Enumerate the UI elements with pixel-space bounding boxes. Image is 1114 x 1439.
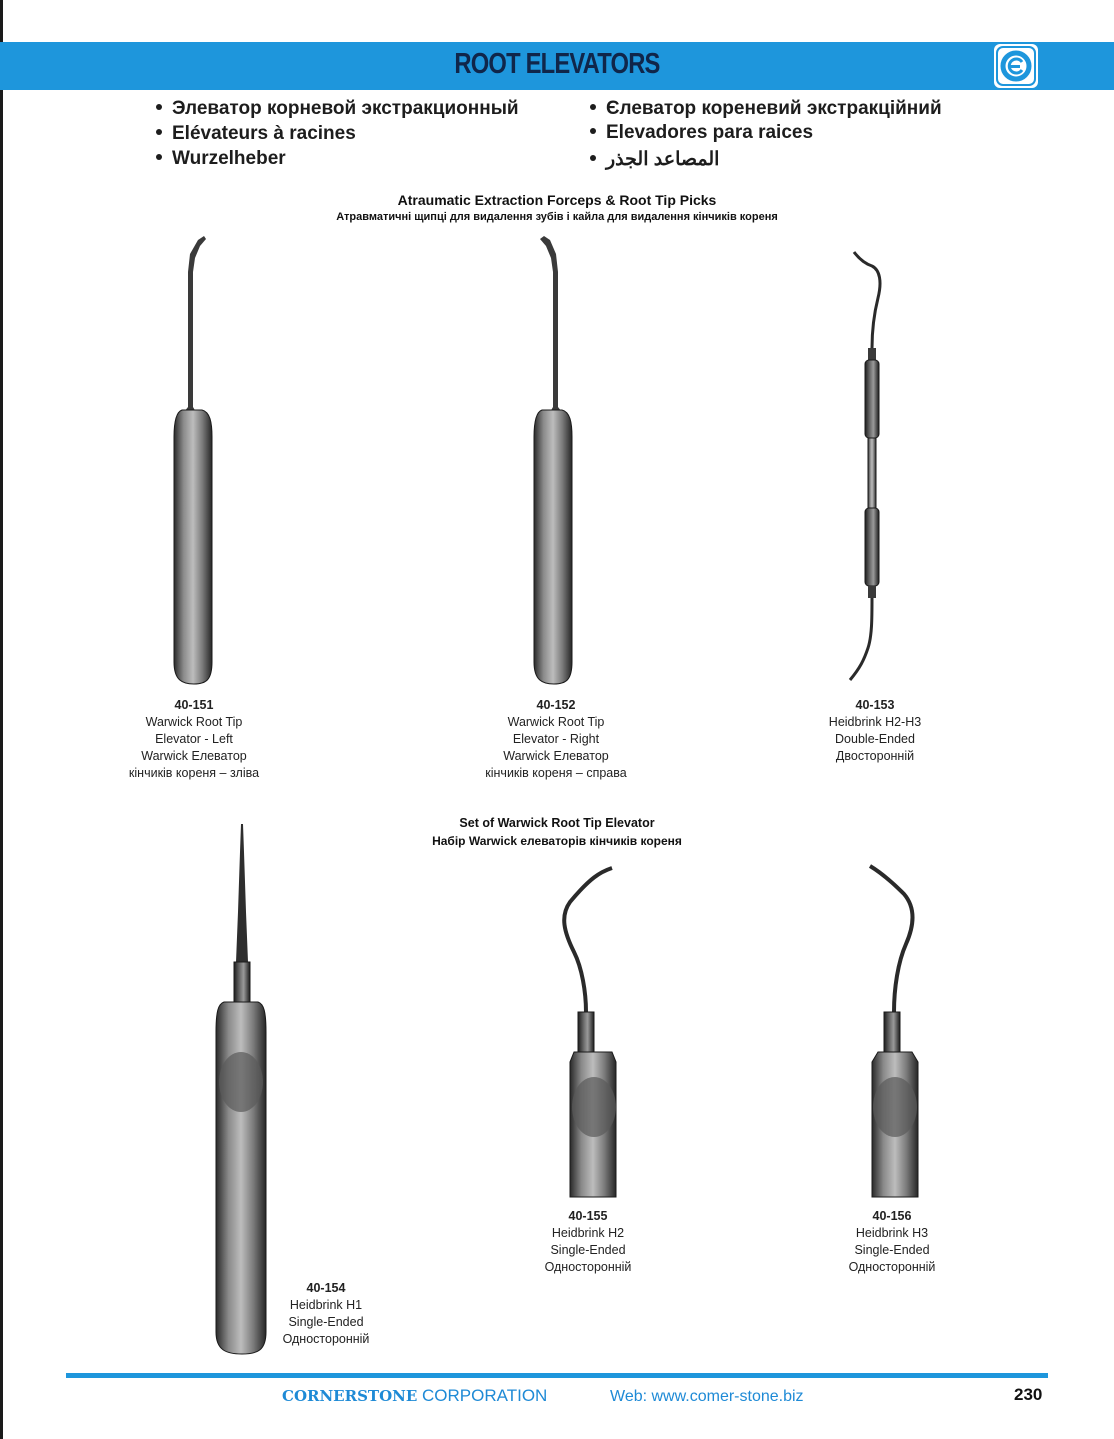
- product-caption-40-151: 40-151 Warwick Root Tip Elevator - Left Warwick Елеватор кінчиків кореня – зліва: [104, 697, 284, 782]
- product-code: 40-156: [872, 1209, 912, 1223]
- product-code: 40-152: [536, 698, 576, 712]
- instrument-40-151-image: [160, 232, 230, 690]
- instrument-40-156-image: [850, 862, 940, 1202]
- translation-russian: Элеватор корневой экстракционный: [156, 98, 519, 120]
- section-title-set: Set of Warwick Root Tip Elevator: [459, 816, 655, 830]
- page-title: ROOT ELEVATORS: [454, 48, 660, 80]
- product-caption-40-153: 40-153 Heidbrink H2-H3 Double-Ended Двосторонній: [785, 697, 965, 765]
- product-caption-40-156: 40-156 Heidbrink H3 Single-Ended Односторонній: [802, 1208, 982, 1276]
- page-number: 230: [1014, 1385, 1043, 1404]
- instrument-40-153-image: [840, 248, 900, 688]
- translation-french: Elévateurs à racines: [156, 123, 356, 145]
- footer-rule: [66, 1373, 1048, 1378]
- translation-arabic: المصاعد الجذر: [590, 148, 719, 171]
- instrument-40-155-image: [550, 862, 640, 1202]
- product-code: 40-155: [568, 1209, 608, 1223]
- footer-website-link[interactable]: Web: www.comer-stone.biz: [610, 1388, 804, 1405]
- translation-ukrainian: Єлеватор кореневий экстракційний: [590, 98, 942, 120]
- cornerstone-logo-icon: [994, 44, 1038, 88]
- product-code: 40-151: [174, 698, 214, 712]
- product-code: 40-154: [306, 1281, 346, 1295]
- section-title-forceps: Atraumatic Extraction Forceps & Root Tip Picks: [397, 192, 717, 208]
- product-caption-40-152: 40-152 Warwick Root Tip Elevator - Right Warwick Елеватор кінчиків кореня – справа: [466, 697, 646, 782]
- product-caption-40-155: 40-155 Heidbrink H2 Single-Ended Односторонній: [498, 1208, 678, 1276]
- section-subtitle-set: Набір Warwick елеваторів кінчиків кореня: [432, 834, 682, 848]
- footer-brand: CORNERSTONE CORPORATION: [282, 1386, 548, 1405]
- translation-spanish: Elevadores para raices: [590, 122, 813, 144]
- product-code: 40-153: [855, 698, 895, 712]
- product-caption-40-154: 40-154 Heidbrink H1 Single-Ended Односторонній: [236, 1280, 416, 1348]
- translation-german: Wurzelheber: [156, 148, 286, 170]
- section-subtitle-forceps: Атравматичні щипці для видалення зубів і кайла для видалення кінчиків кореня: [336, 211, 778, 223]
- instrument-40-152-image: [520, 232, 590, 690]
